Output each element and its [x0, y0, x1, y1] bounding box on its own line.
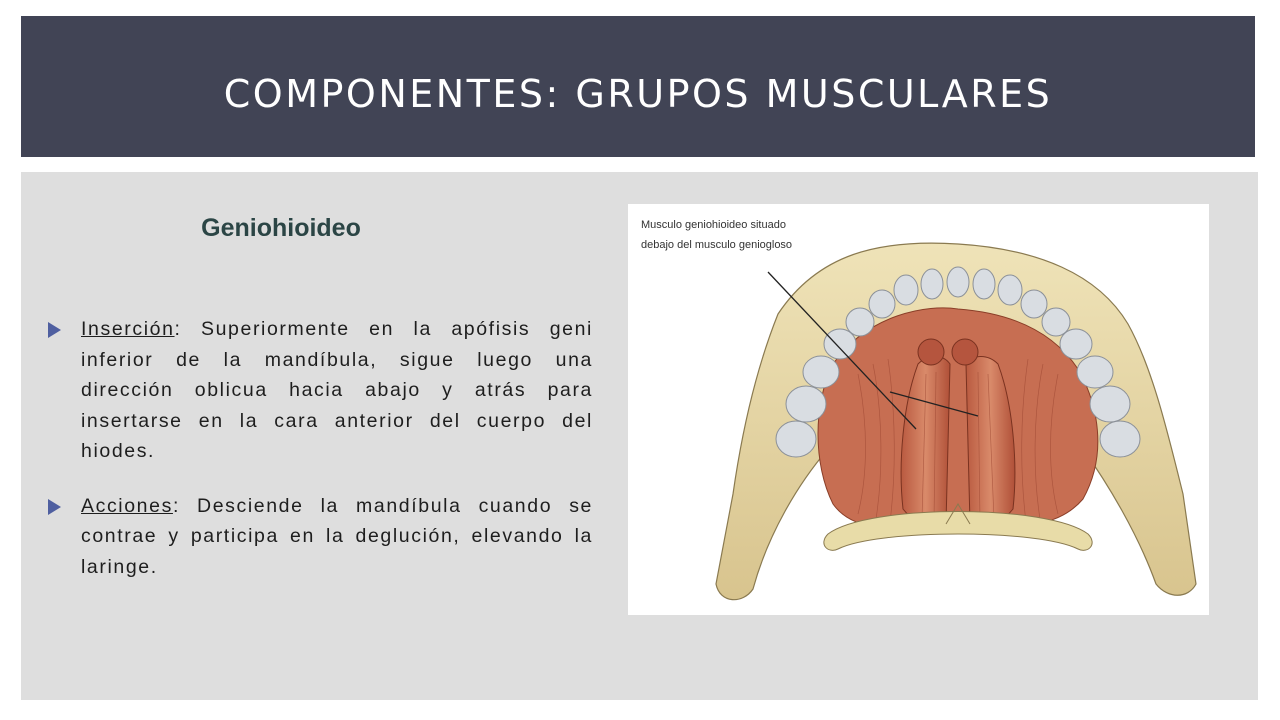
bullet-term: Acciones [81, 494, 173, 517]
bullet-item-acciones [48, 491, 593, 583]
bullet-item-insercion [48, 314, 593, 467]
bullet-list [48, 314, 593, 606]
bullet-text: : Superiormente en la apófisis geni inferior de la mandíbula, sigue luego una dirección oblicua hacia abajo y atrás para insertarse en la cara anterior del cuerpo del hiodes. [81, 318, 593, 462]
arrow-bullet-icon [48, 322, 61, 338]
bullet-text: : Desciende la mandíbula cuando se contrae y participa en la deglución, elevando la laringe. [81, 494, 593, 578]
anatomy-figure [628, 204, 1209, 615]
bullet-term: Inserción [81, 318, 175, 340]
arrow-bullet-icon [48, 499, 61, 515]
title-bar [21, 16, 1255, 157]
slide-title: COMPONENTES: GRUPOS MUSCULARES [223, 71, 1053, 116]
content-panel [21, 172, 1258, 700]
subheading: Geniohioideo [201, 214, 361, 242]
caption-line-2: debajo del musculo geniogloso [641, 239, 793, 251]
figure-caption [641, 215, 792, 255]
mandible-illustration [628, 204, 1209, 615]
caption-line-1: Musculo geniohioideo situado [641, 219, 786, 231]
